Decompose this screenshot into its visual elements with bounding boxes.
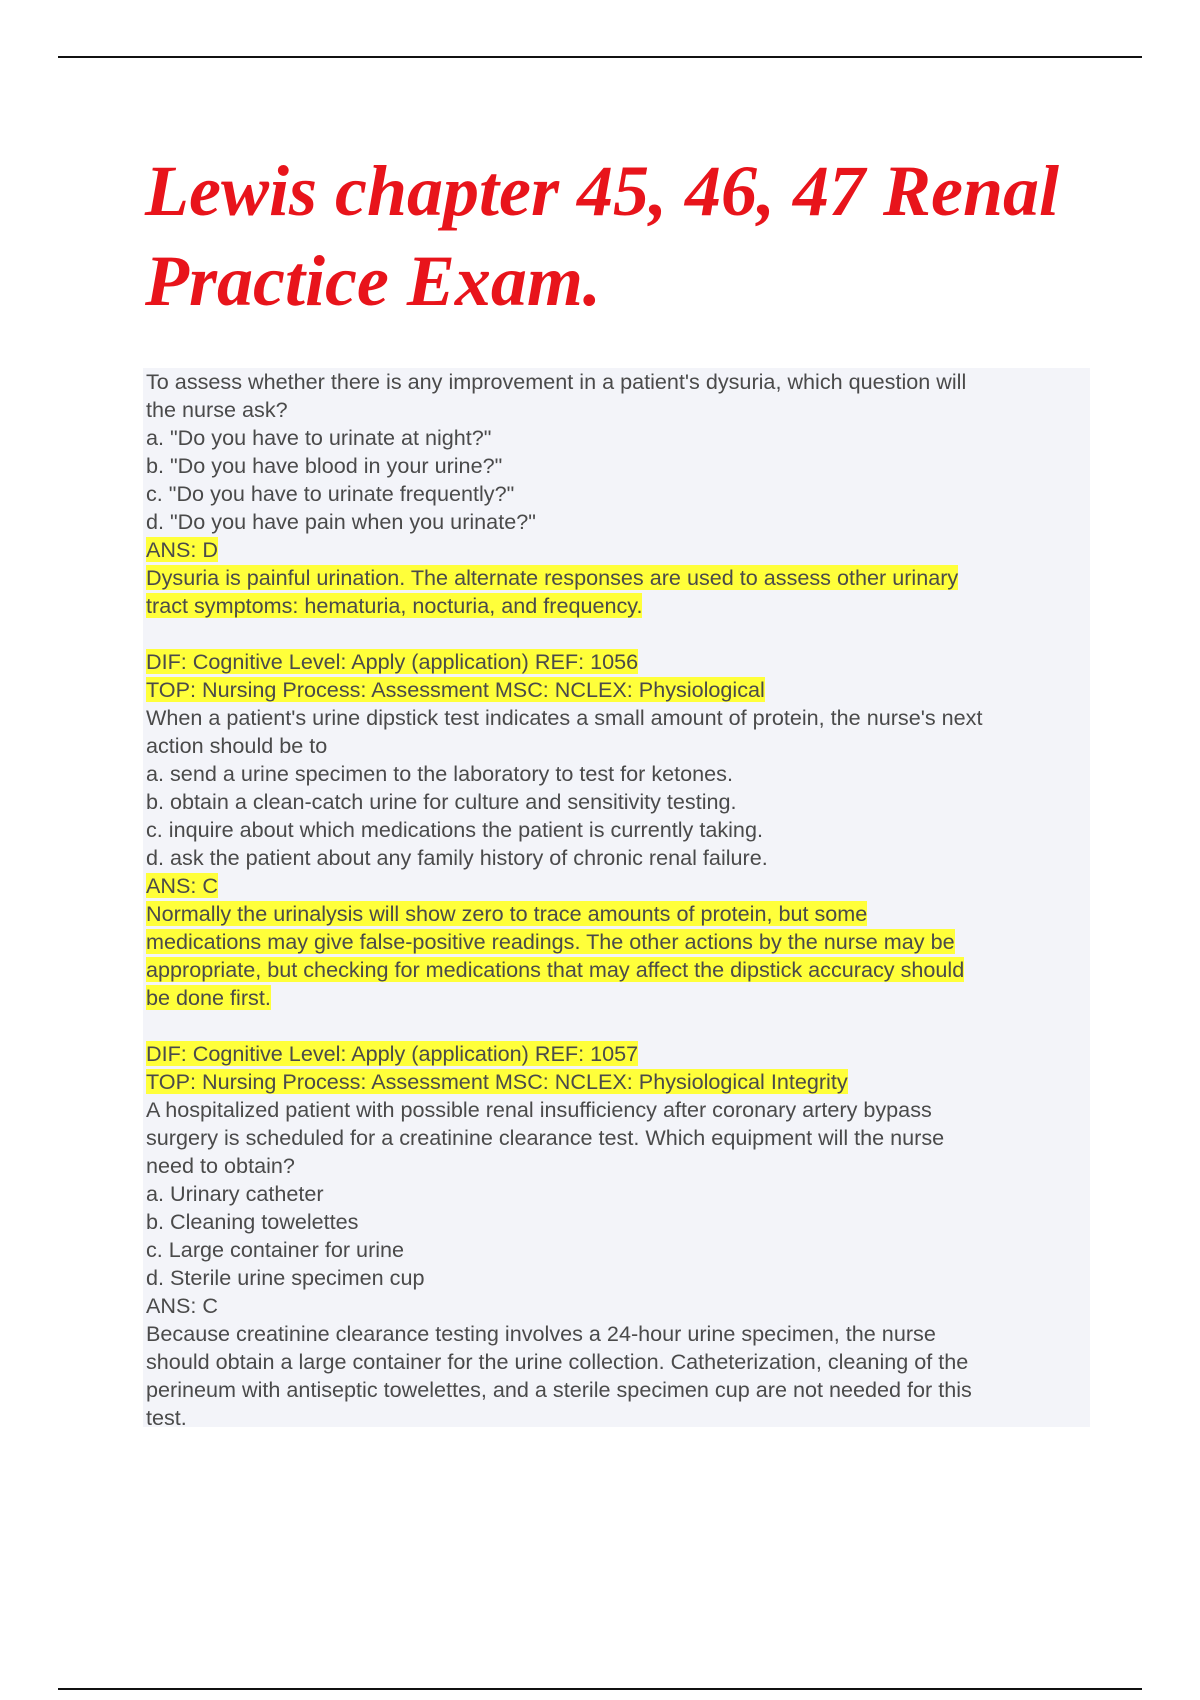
answer-option-d: d. Sterile urine specimen cup [146, 1265, 425, 1290]
rationale-text: Normally the urinalysis will show zero to trace amounts of protein, but some [146, 901, 868, 926]
answer-option-b: b. "Do you have blood in your urine?" [146, 453, 503, 478]
rationale-text: should obtain a large container for the urine collection. Catheterization, cleaning of the [146, 1349, 969, 1374]
question-stem-line: need to obtain? [146, 1153, 295, 1178]
top-rule [58, 56, 1142, 58]
question-2 [146, 704, 1090, 1096]
answer-option-c: c. inquire about which medications the patient is currently taking. [146, 817, 763, 842]
answer-option-c: c. "Do you have to urinate frequently?" [146, 481, 515, 506]
difficulty-line [146, 648, 1090, 676]
answer-key: ANS: C [146, 873, 218, 898]
question-stem-line: action should be to [146, 733, 328, 758]
question-content-block [143, 368, 1090, 1430]
answer-option-a: a. "Do you have to urinate at night?" [146, 425, 492, 450]
difficulty-line [146, 1040, 1090, 1068]
question-stem-line: A hospitalized patient with possible renal insufficiency after coronary artery bypass [146, 1097, 932, 1122]
difficulty-text: DIF: Cognitive Level: Apply (application) REF: 1056 [146, 649, 639, 674]
rationale-text: perineum with antiseptic towelettes, and a sterile specimen cup are not needed for this [146, 1377, 972, 1402]
blank-line [146, 1012, 1090, 1040]
rationale-line [146, 956, 1090, 984]
blank-line [146, 620, 1090, 648]
question-3 [146, 1096, 1090, 1432]
rationale-text: test. [146, 1405, 187, 1430]
rationale-text: medications may give false-positive readings. The other actions by the nurse may be [146, 929, 955, 954]
rationale-line [146, 984, 1090, 1012]
answer-option-c: c. Large container for urine [146, 1237, 405, 1262]
question-1 [146, 368, 1090, 704]
question-stem-line: To assess whether there is any improvement in a patient's dysuria, which question will [146, 369, 967, 394]
topic-line [146, 1068, 1090, 1096]
answer-option-a: a. send a urine specimen to the laboratory to test for ketones. [146, 761, 733, 786]
title-line-1: Lewis chapter 45, 46, 47 Renal [145, 151, 1059, 231]
answer-key: ANS: C [146, 1293, 218, 1318]
difficulty-text: DIF: Cognitive Level: Apply (application) REF: 1057 [146, 1041, 639, 1066]
answer-option-d: d. ask the patient about any family history of chronic renal failure. [146, 845, 768, 870]
bottom-rule [58, 1688, 1142, 1690]
rationale-line [146, 928, 1090, 956]
rationale-text: appropriate, but checking for medications that may affect the dipstick accuracy should [146, 957, 965, 982]
topic-line [146, 676, 1090, 704]
topic-text: TOP: Nursing Process: Assessment MSC: NCLEX: Physiological [146, 677, 765, 702]
rationale-text: Because creatinine clearance testing involves a 24-hour urine specimen, the nurse [146, 1321, 936, 1346]
answer-key: ANS: D [146, 537, 218, 562]
rationale-text: be done first. [146, 985, 271, 1010]
question-stem-line: surgery is scheduled for a creatinine clearance test. Which equipment will the nurse [146, 1125, 945, 1150]
rationale-text: Dysuria is painful urination. The alternate responses are used to assess other urinary [146, 565, 959, 590]
answer-option-a: a. Urinary catheter [146, 1181, 324, 1206]
answer-key-line [146, 872, 1090, 900]
rationale-line [146, 564, 1090, 592]
question-stem-line: the nurse ask? [146, 397, 288, 422]
topic-text: TOP: Nursing Process: Assessment MSC: NCLEX: Physiological Integrity [146, 1069, 848, 1094]
question-stem-line: When a patient's urine dipstick test indicates a small amount of protein, the nurse's next [146, 705, 983, 730]
rationale-text: tract symptoms: hematuria, nocturia, and frequency. [146, 593, 643, 618]
answer-option-b: b. Cleaning towelettes [146, 1209, 359, 1234]
page-title [145, 146, 1135, 326]
answer-option-d: d. "Do you have pain when you urinate?" [146, 509, 536, 534]
rationale-line [146, 592, 1090, 620]
answer-key-line [146, 536, 1090, 564]
answer-option-b: b. obtain a clean-catch urine for culture and sensitivity testing. [146, 789, 737, 814]
rationale-line [146, 900, 1090, 928]
title-line-2: Practice Exam. [145, 241, 601, 321]
